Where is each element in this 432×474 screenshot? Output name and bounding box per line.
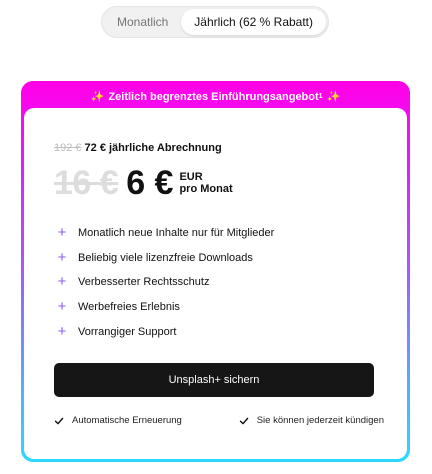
billing-text: 72 € jährliche Abrechnung (84, 142, 222, 154)
toggle-monthly[interactable]: Monatlich (116, 15, 169, 29)
feature-label: Monatlich neue Inhalte nur für Mitglieder (78, 227, 275, 240)
offer-footnote: 1 (318, 93, 323, 100)
subscribe-button[interactable]: Unsplash+ sichern (54, 363, 374, 397)
assurance-text: Automatische Erneuerung (72, 415, 182, 426)
price-period: pro Monat (179, 183, 233, 195)
offer-banner (24, 84, 407, 109)
assurance-item (239, 415, 384, 426)
check-icon (54, 416, 64, 426)
sparkle-icon: ✨ (90, 91, 105, 103)
billing-summary (54, 142, 222, 154)
assurance-text: Sie können jederzeit kündigen (256, 415, 384, 426)
sparkle-icon: ✨ (326, 91, 341, 103)
plus-icon: + (57, 298, 67, 316)
price-currency: EUR (179, 171, 203, 183)
plus-icon: + (57, 322, 67, 340)
pricing-card-body (24, 108, 407, 459)
check-icon (239, 416, 249, 426)
feature-label: Werbefreies Erlebnis (78, 301, 180, 314)
list-item (54, 221, 274, 246)
old-price: 16 € (54, 164, 119, 202)
plus-icon: + (57, 273, 67, 291)
list-item (54, 319, 274, 344)
offer-banner-text: Zeitlich begrenztes Einführungsangebot (108, 90, 319, 103)
price-row (54, 164, 233, 202)
list-item (54, 246, 274, 271)
toggle-yearly[interactable]: Jährlich (62 % Rabatt) (181, 9, 326, 35)
plus-icon: + (57, 248, 67, 266)
current-price: 6 € (126, 164, 174, 202)
billing-toggle (101, 6, 329, 38)
feature-label: Verbesserter Rechtsschutz (78, 276, 210, 289)
feature-label: Beliebig viele lizenzfreie Downloads (78, 251, 253, 264)
pricing-card (21, 81, 410, 462)
list-item (54, 270, 274, 295)
feature-list (54, 221, 274, 344)
plus-icon: + (57, 224, 67, 242)
price-unit (179, 171, 232, 195)
feature-label: Vorrangiger Support (78, 325, 177, 338)
list-item (54, 295, 274, 320)
billing-old-price: 192 € (54, 142, 82, 154)
assurance-item (54, 415, 182, 426)
assurances (54, 415, 384, 426)
